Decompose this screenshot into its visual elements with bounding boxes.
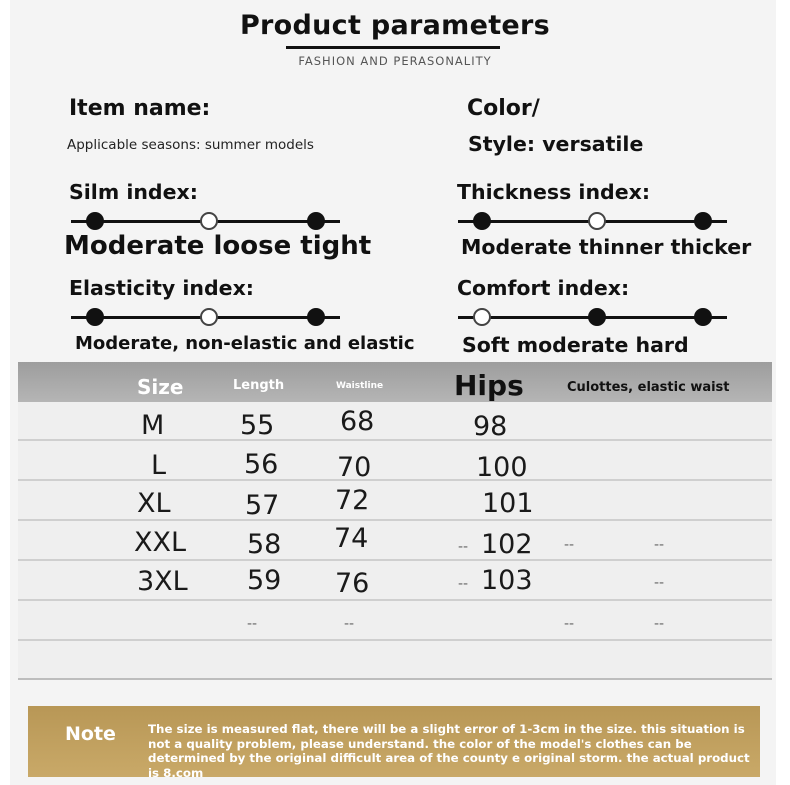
cell-hips: 102 — [481, 529, 533, 560]
cell-length: 55 — [240, 410, 275, 441]
comfort-index-text: Soft moderate hard — [462, 333, 689, 357]
scale-dot-hard — [694, 308, 712, 326]
scale-dot-selected — [588, 212, 606, 230]
scale-dot-moderate — [473, 212, 491, 230]
elasticity-index-scale — [71, 307, 340, 327]
slim-index-text: Moderate loose tight — [64, 231, 372, 261]
size-table — [18, 362, 772, 680]
cell-length: 59 — [247, 565, 282, 596]
cell-size: XL — [137, 488, 171, 519]
thickness-index-text: Moderate thinner thicker — [461, 235, 752, 259]
note-banner — [28, 706, 760, 780]
row-divider — [18, 639, 772, 641]
seasons-text: Applicable seasons: summer models — [67, 137, 314, 153]
comfort-index-label: Comfort index: — [457, 276, 630, 300]
row-divider — [18, 678, 772, 680]
style-text: Style: versatile — [468, 132, 644, 156]
cell-hips: 101 — [482, 488, 534, 519]
cell-placeholder: -- — [654, 575, 665, 591]
cell-waistline: 72 — [335, 485, 370, 516]
cell-length: 56 — [244, 449, 279, 480]
title-underline — [286, 46, 500, 49]
cell-placeholder: -- — [654, 616, 665, 632]
cell-size: M — [141, 410, 165, 441]
scale-dot-moderate — [588, 308, 606, 326]
cell-length: 57 — [245, 490, 280, 521]
page-title: Product parameters — [239, 10, 551, 41]
scale-dot-selected — [200, 212, 218, 230]
cell-placeholder: -- — [458, 576, 469, 592]
scale-dot-elastic — [307, 308, 325, 326]
cell-length: 58 — [247, 529, 282, 560]
cell-waistline: 74 — [334, 523, 369, 554]
row-divider — [18, 519, 772, 521]
slim-index-scale — [71, 211, 340, 231]
cell-waistline: 70 — [337, 452, 372, 483]
cell-placeholder: -- — [344, 616, 355, 632]
scale-dot-tight — [307, 212, 325, 230]
thickness-index-scale — [458, 211, 727, 231]
cell-placeholder: -- — [247, 616, 258, 632]
header-culottes: Culottes, elastic waist — [567, 380, 730, 395]
row-divider — [18, 599, 772, 601]
cell-waistline: 76 — [335, 568, 370, 599]
scale-dot-selected — [200, 308, 218, 326]
cell-placeholder: -- — [564, 537, 575, 553]
header-length: Length — [233, 378, 285, 393]
scale-dot-moderate — [86, 212, 104, 230]
cell-size: L — [151, 450, 167, 481]
scale-dot-moderate — [86, 308, 104, 326]
row-divider — [18, 479, 772, 481]
cell-hips: 100 — [476, 452, 528, 483]
size-table-header — [18, 362, 772, 402]
header-hips: Hips — [454, 369, 524, 402]
color-label: Color/ — [467, 96, 540, 121]
row-divider — [18, 439, 772, 441]
scale-dot-selected — [473, 308, 491, 326]
thickness-index-label: Thickness index: — [457, 180, 651, 204]
note-text: The size is measured flat, there will be a slight error of 1-3cm in the size. this situation is not a quality problem, please understand. the color of the model's clothes can be determined by the original difficult area of the county e original storm. the actual product is 8.com — [148, 722, 750, 780]
cell-size: XXL — [134, 527, 187, 558]
header-waistline: Waistline — [336, 381, 384, 391]
elasticity-index-text: Moderate, non-elastic and elastic — [75, 333, 415, 354]
scale-dot-thicker — [694, 212, 712, 230]
cell-placeholder: -- — [564, 616, 575, 632]
cell-hips: 103 — [481, 565, 533, 596]
slim-index-label: Silm index: — [69, 180, 198, 204]
cell-placeholder: -- — [458, 539, 469, 555]
comfort-index-scale — [458, 307, 727, 327]
cell-hips: 98 — [473, 411, 508, 442]
elasticity-index-label: Elasticity index: — [69, 276, 254, 300]
page-subtitle: FASHION AND PERASONALITY — [298, 54, 492, 68]
note-label: Note — [65, 723, 116, 745]
cell-placeholder: -- — [654, 537, 665, 553]
item-name-label: Item name: — [69, 96, 211, 121]
cell-size: 3XL — [137, 566, 188, 597]
row-divider — [18, 559, 772, 561]
cell-waistline: 68 — [340, 406, 375, 437]
header-size: Size — [137, 375, 184, 399]
